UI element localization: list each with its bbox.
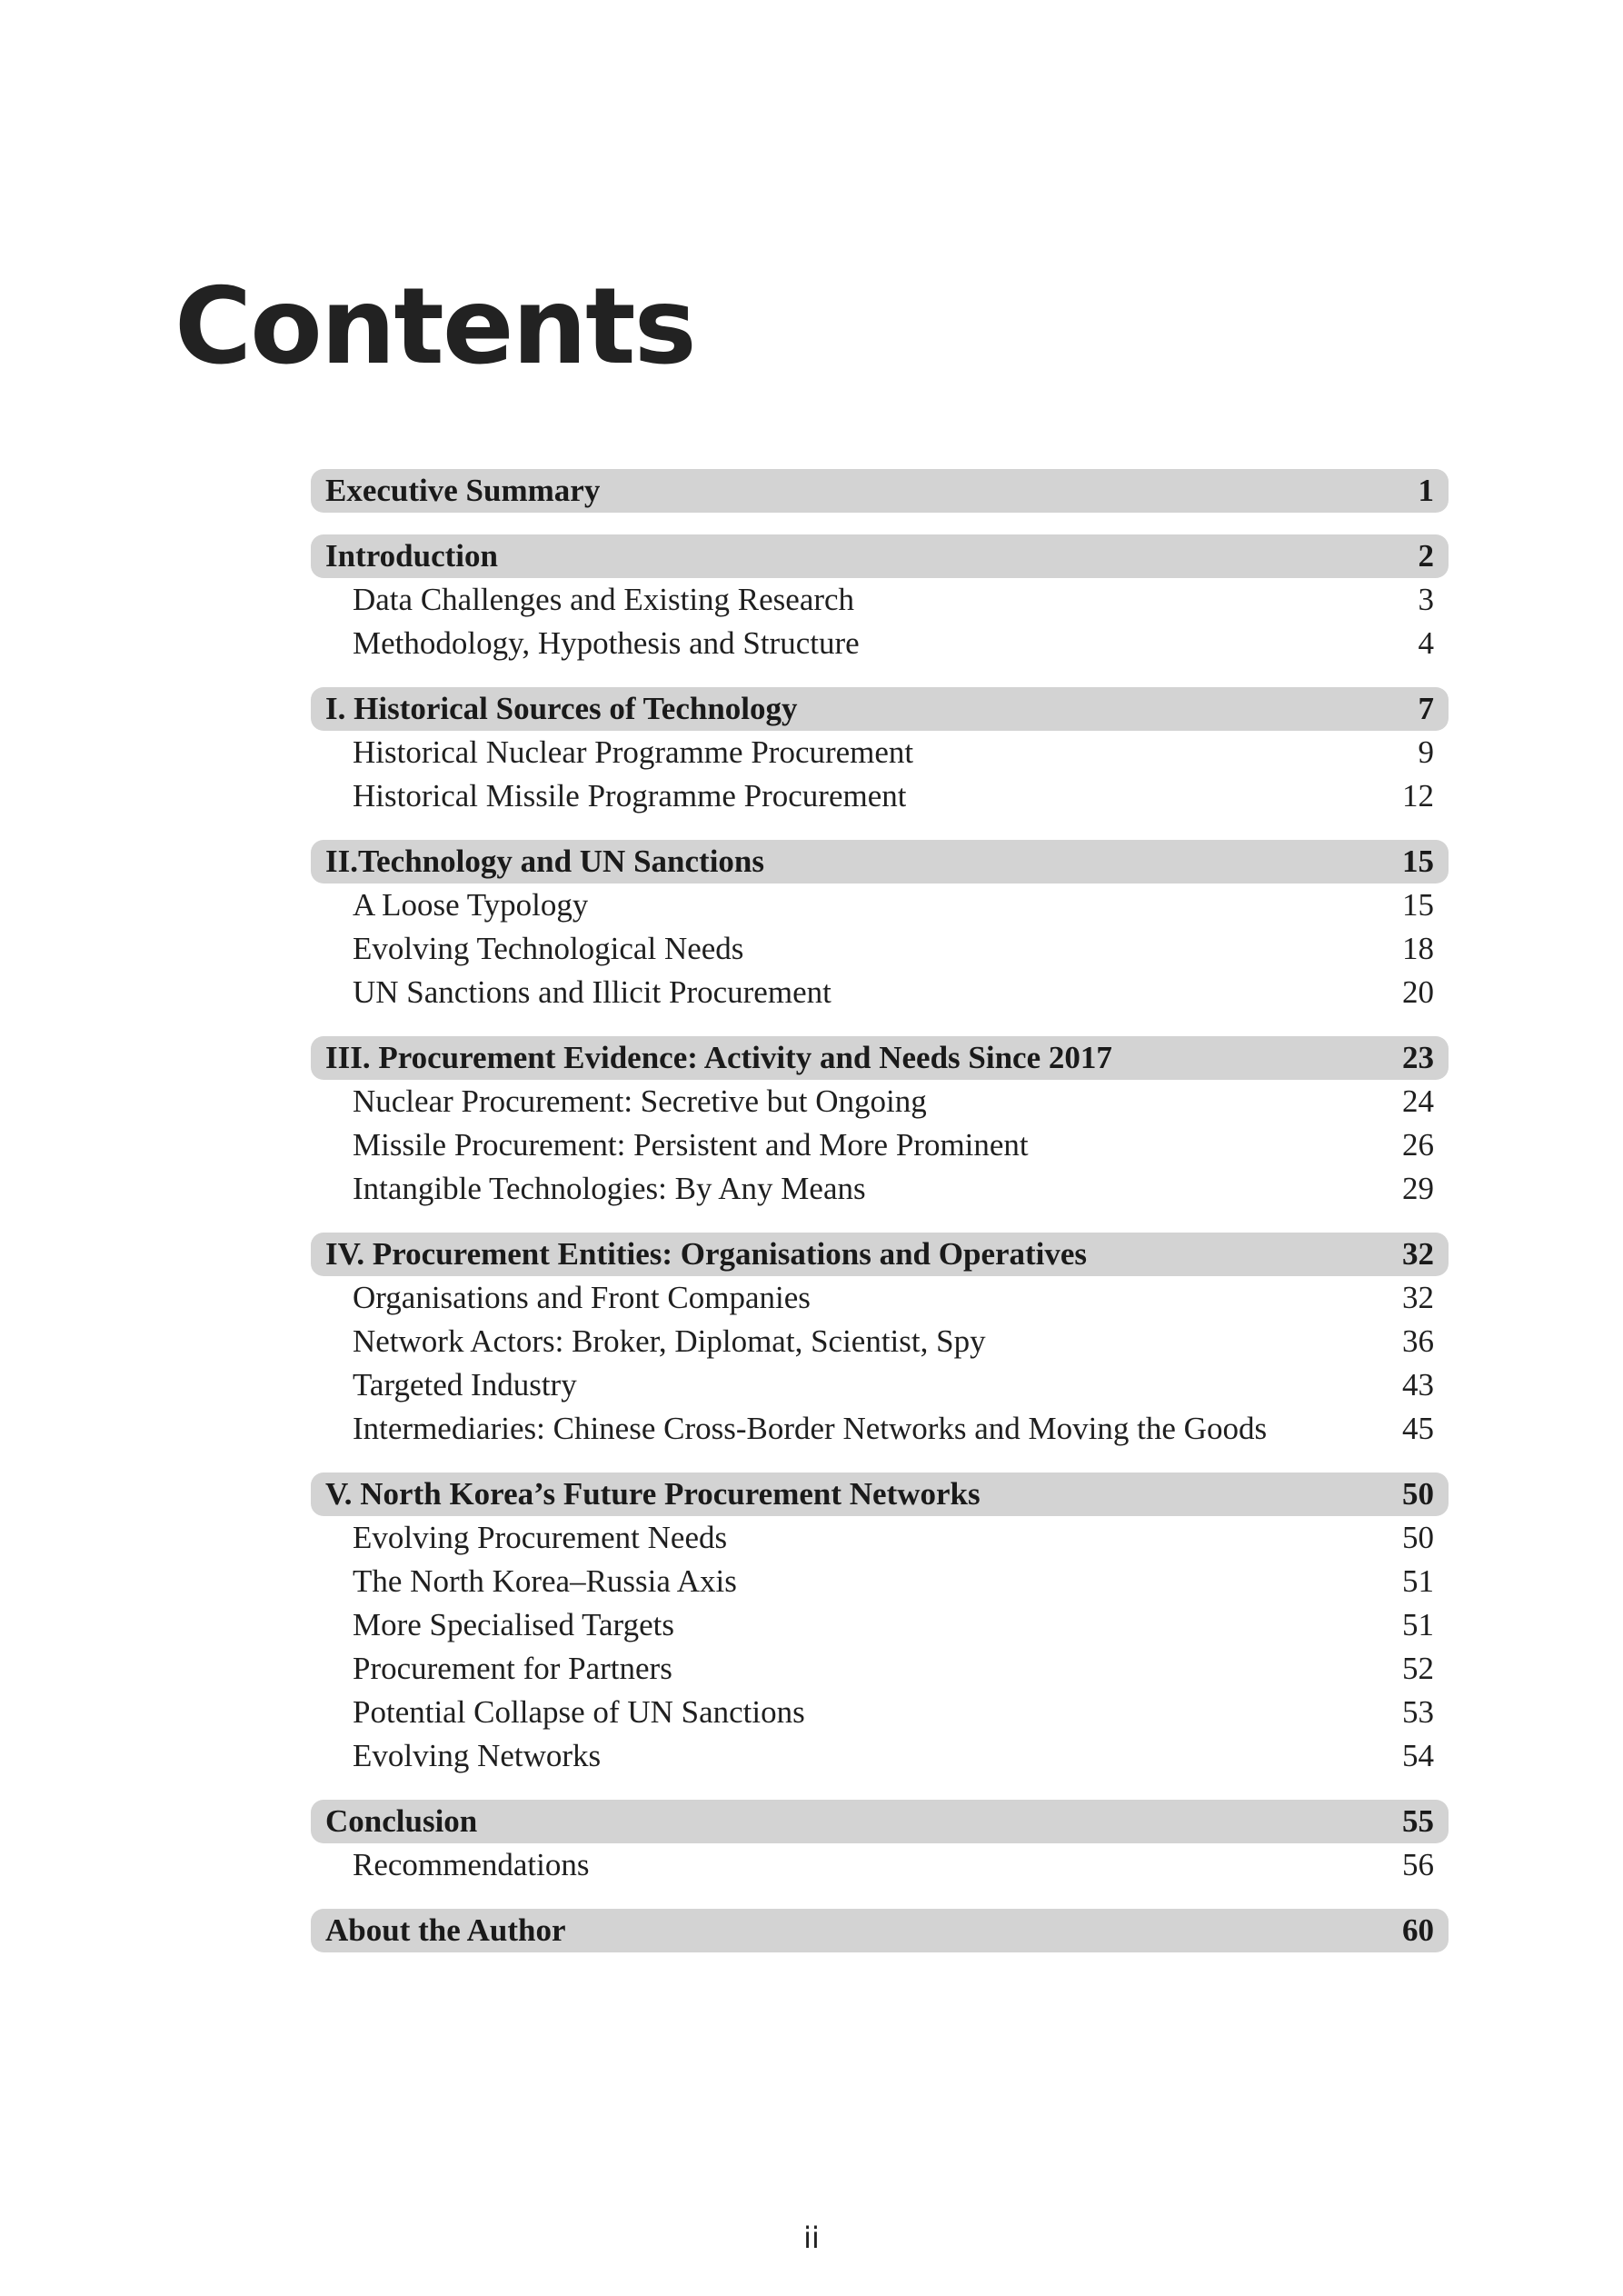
toc-subentry-title: Potential Collapse of UN Sanctions — [353, 1694, 805, 1730]
toc-subentry-page-number: 50 — [1402, 1520, 1434, 1555]
toc-subentry-page-number: 56 — [1402, 1847, 1434, 1882]
toc-section — [311, 1800, 1449, 1887]
toc-subentry-page-number: 20 — [1402, 974, 1434, 1010]
toc-heading-page-number: 23 — [1402, 1040, 1434, 1075]
toc-subentry[interactable] — [311, 1734, 1449, 1778]
toc-subentry-title: Procurement for Partners — [353, 1651, 672, 1686]
toc-subentry[interactable] — [311, 1691, 1449, 1734]
toc-subentry[interactable] — [311, 1516, 1449, 1560]
toc-subentry-page-number: 51 — [1402, 1563, 1434, 1599]
toc-subentry[interactable] — [311, 927, 1449, 971]
toc-subentry[interactable] — [311, 1560, 1449, 1603]
toc-subentry[interactable] — [311, 1363, 1449, 1407]
toc-subentry-title: Intangible Technologies: By Any Means — [353, 1171, 866, 1206]
page-title: Contents — [174, 265, 695, 388]
toc-heading-entry[interactable] — [311, 1800, 1449, 1843]
toc-heading-page-number: 2 — [1418, 538, 1434, 574]
toc-subentry-title: Organisations and Front Companies — [353, 1280, 811, 1315]
toc-subentry[interactable] — [311, 578, 1449, 622]
toc-subentry-page-number: 32 — [1402, 1280, 1434, 1315]
toc-subentry-title: Data Challenges and Existing Research — [353, 582, 855, 617]
toc-subentry-page-number: 18 — [1402, 931, 1434, 966]
toc-subentry-title: Historical Nuclear Programme Procurement — [353, 734, 914, 770]
toc-subentry-page-number: 43 — [1402, 1367, 1434, 1403]
toc-heading-title: V. North Korea’s Future Procurement Networks — [325, 1476, 981, 1512]
toc-subentry-page-number: 12 — [1402, 778, 1434, 814]
toc-heading-title: II.Technology and UN Sanctions — [325, 844, 765, 879]
toc-heading-title: III. Procurement Evidence: Activity and Needs Since 2017 — [325, 1040, 1112, 1075]
toc-subentry[interactable] — [311, 1080, 1449, 1123]
toc-subentry[interactable] — [311, 1167, 1449, 1211]
toc-section — [311, 1233, 1449, 1451]
toc-heading-title: IV. Procurement Entities: Organisations and Operatives — [325, 1236, 1088, 1272]
toc-subentry[interactable] — [311, 1276, 1449, 1320]
toc-heading-page-number: 32 — [1402, 1236, 1434, 1272]
page-number: ii — [803, 2221, 820, 2255]
toc-subentry-page-number: 29 — [1402, 1171, 1434, 1206]
toc-heading-entry[interactable] — [311, 1472, 1449, 1516]
toc-heading-page-number: 1 — [1418, 473, 1434, 508]
toc-subentry[interactable] — [311, 1603, 1449, 1647]
toc-subentry[interactable] — [311, 883, 1449, 927]
toc-subentry-title: Targeted Industry — [353, 1367, 577, 1403]
toc-section — [311, 469, 1449, 513]
toc-subentry-page-number: 54 — [1402, 1738, 1434, 1773]
toc-subentry-page-number: 24 — [1402, 1083, 1434, 1119]
toc-heading-title: Introduction — [325, 538, 498, 574]
toc-subentry-page-number: 51 — [1402, 1607, 1434, 1642]
toc-subentry-page-number: 53 — [1402, 1694, 1434, 1730]
toc-subentry-page-number: 9 — [1418, 734, 1434, 770]
toc-subentry-title: More Specialised Targets — [353, 1607, 674, 1642]
toc-subentry[interactable] — [311, 1407, 1449, 1451]
toc-subentry[interactable] — [311, 1647, 1449, 1691]
toc-heading-page-number: 55 — [1402, 1803, 1434, 1839]
toc-subentry-page-number: 52 — [1402, 1651, 1434, 1686]
toc-subentry[interactable] — [311, 622, 1449, 665]
toc-section — [311, 534, 1449, 665]
toc-subentry[interactable] — [311, 731, 1449, 774]
toc-subentry[interactable] — [311, 971, 1449, 1014]
toc-section — [311, 1036, 1449, 1211]
toc-subentry-page-number: 3 — [1418, 582, 1434, 617]
toc-subentry-page-number: 45 — [1402, 1411, 1434, 1446]
toc-subentry-title: Methodology, Hypothesis and Structure — [353, 625, 860, 661]
toc-subentry-title: Evolving Procurement Needs — [353, 1520, 728, 1555]
toc-heading-title: Executive Summary — [325, 473, 601, 508]
toc-subentry-title: Missile Procurement: Persistent and More Prominent — [353, 1127, 1029, 1163]
toc-heading-page-number: 15 — [1402, 844, 1434, 879]
toc-heading-entry[interactable] — [311, 687, 1449, 731]
toc-subentry-title: Nuclear Procurement: Secretive but Ongoing — [353, 1083, 927, 1119]
toc-subentry-page-number: 36 — [1402, 1323, 1434, 1359]
toc-section — [311, 840, 1449, 1014]
toc-subentry[interactable] — [311, 1123, 1449, 1167]
toc-section — [311, 687, 1449, 818]
toc-section — [311, 1472, 1449, 1778]
toc-heading-entry[interactable] — [311, 1233, 1449, 1276]
toc-subentry-page-number: 15 — [1402, 887, 1434, 923]
toc-subentry[interactable] — [311, 774, 1449, 818]
toc-heading-title: About the Author — [325, 1912, 566, 1948]
toc-subentry-title: Network Actors: Broker, Diplomat, Scientist, Spy — [353, 1323, 986, 1359]
toc-section — [311, 1909, 1449, 1952]
toc-subentry-title: UN Sanctions and Illicit Procurement — [353, 974, 831, 1010]
toc-subentry-page-number: 26 — [1402, 1127, 1434, 1163]
toc-subentry-title: Evolving Technological Needs — [353, 931, 744, 966]
toc-heading-entry[interactable] — [311, 469, 1449, 513]
toc-subentry-title: Evolving Networks — [353, 1738, 602, 1773]
toc-subentry-title: A Loose Typology — [353, 887, 589, 923]
toc-heading-entry[interactable] — [311, 840, 1449, 883]
toc-subentry-page-number: 4 — [1418, 625, 1434, 661]
toc-subentry-title: Recommendations — [353, 1847, 590, 1882]
toc-heading-title: Conclusion — [325, 1803, 478, 1839]
toc-heading-title: I. Historical Sources of Technology — [325, 691, 798, 726]
toc-heading-entry[interactable] — [311, 534, 1449, 578]
toc-subentry-title: Intermediaries: Chinese Cross-Border Networks and Moving the Goods — [353, 1411, 1268, 1446]
toc-heading-page-number: 7 — [1418, 691, 1434, 726]
toc-heading-entry[interactable] — [311, 1909, 1449, 1952]
toc-subentry[interactable] — [311, 1320, 1449, 1363]
toc-subentry-title: The North Korea–Russia Axis — [353, 1563, 737, 1599]
table-of-contents — [311, 469, 1449, 1974]
toc-subentry-title: Historical Missile Programme Procurement — [353, 778, 907, 814]
toc-heading-entry[interactable] — [311, 1036, 1449, 1080]
toc-subentry[interactable] — [311, 1843, 1449, 1887]
toc-heading-page-number: 60 — [1402, 1912, 1434, 1948]
toc-heading-page-number: 50 — [1402, 1476, 1434, 1512]
